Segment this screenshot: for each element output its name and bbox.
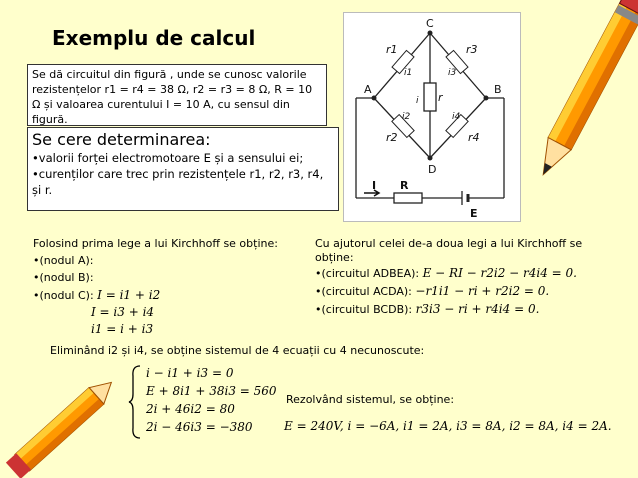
node-c-label: •(nodul C):: [33, 289, 94, 302]
resistor-label: r: [438, 91, 443, 104]
circuit-eq-row: [315, 302, 615, 320]
equation: E − RI − r2i2 − r4i4 = 0.: [422, 266, 577, 280]
node-label: B: [494, 83, 502, 96]
required-item: și r.: [32, 183, 53, 197]
current-label: i4: [452, 112, 461, 122]
node-label: C: [426, 17, 434, 30]
given-box: [27, 64, 327, 126]
required-box: [27, 127, 339, 211]
solution-result: E = 240V, i = −6A, i1 = 2A, i3 = 8A, i2 = 8A, i4 = 2A.: [284, 419, 612, 433]
resistor-label: r4: [468, 131, 480, 144]
circuit-label: •(circuitul BCDB):: [315, 303, 413, 316]
given-line: figură.: [32, 113, 68, 126]
elimination-text: Eliminând i2 și i4, se obține sistemul de 4 ecuații cu 4 necunoscute:: [50, 344, 425, 357]
kirchhoff1-section: [33, 237, 308, 339]
equation: i1 = i + i3: [91, 322, 154, 336]
circuit-label: •(circuitul ACDA):: [315, 285, 412, 298]
brace-icon: [128, 364, 142, 440]
current-label: i2: [402, 112, 411, 122]
kirchhoff1-intro: Folosind prima lege a lui Kirchhoff se obține:: [33, 237, 278, 250]
required-item: •curenților care trec prin rezistențele r1, r2, r3, r4,: [32, 167, 324, 181]
current-label: i1: [404, 68, 413, 78]
equation-system: [146, 364, 286, 436]
node-a-row: [33, 254, 308, 271]
resistor-label: R: [400, 179, 409, 192]
given-line: rezistențelor r1 = r4 = 38 Ω, r2 = r3 = 8 Ω, R = 10: [32, 83, 313, 96]
node-b-row: [33, 271, 308, 288]
given-line: Ω și valoarea curentului I = 10 A, cu sensul din: [32, 98, 290, 111]
system-equation: 2i + 46i2 = 80: [146, 402, 235, 416]
equation: −r1i1 − ri + r2i2 = 0.: [415, 284, 550, 298]
equation: I = i3 + i4: [91, 305, 155, 319]
pencil-bottom-icon: [0, 380, 120, 478]
required-heading: Se cere determinarea:: [32, 130, 211, 149]
equation: I = i1 + i2: [97, 288, 161, 302]
solve-label: Rezolvând sistemul, se obține:: [286, 393, 455, 406]
source-label: E: [470, 207, 478, 220]
system-equation: E + 8i1 + 38i3 = 560: [146, 384, 277, 398]
page-title: Exemplu de calcul: [52, 26, 256, 50]
node-label: A: [364, 83, 372, 96]
node-a-label: •(nodul A):: [33, 254, 94, 267]
current-label: I: [372, 179, 377, 192]
node-b-label: •(nodul B):: [33, 271, 94, 284]
resistor-label: r2: [386, 131, 398, 144]
current-label: i: [416, 96, 419, 106]
kirchhoff2-section: [315, 237, 615, 320]
system-equation: i − i1 + i3 = 0: [146, 366, 234, 380]
given-line: Se dă circuitul din figură , unde se cunosc valorile: [32, 68, 307, 81]
node-c-row: [33, 288, 308, 305]
pencil-top-icon: [530, 0, 638, 200]
resistor-label: r3: [466, 43, 478, 56]
system-equation: 2i − 46i3 = −380: [146, 420, 253, 434]
current-label: i3: [448, 68, 457, 78]
circuit-label: •(circuitul ADBEA):: [315, 267, 420, 280]
kirchhoff2-intro: obține:: [315, 251, 354, 264]
circuit-eq-row: [315, 266, 615, 284]
resistor-label: r1: [386, 43, 398, 56]
node-label: D: [428, 163, 437, 176]
equation: r3i3 − ri + r4i4 = 0.: [415, 302, 540, 316]
kirchhoff2-intro: Cu ajutorul celei de-a doua legi a lui Kirchhoff se: [315, 237, 583, 250]
circuit-eq-row: [315, 284, 615, 302]
required-item: •valorii forței electromotoare E și a sensului ei;: [32, 151, 304, 165]
circuit-diagram: [343, 12, 521, 222]
